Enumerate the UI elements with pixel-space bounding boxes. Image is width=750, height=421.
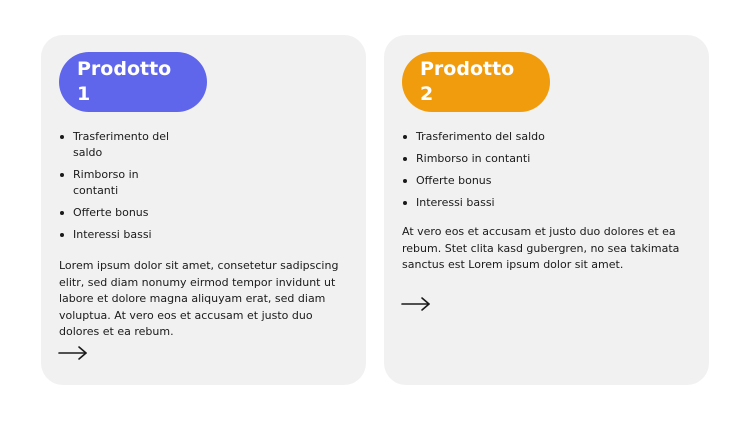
feature-item: Interessi bassi [402,195,682,211]
product-title-line2: 2 [420,83,434,105]
product-title-pill [402,52,550,112]
feature-item: Trasferimento del saldo [402,129,682,145]
product-title-line2: 1 [77,83,91,105]
arrow-right-icon[interactable] [58,345,88,361]
product-title-line1: Prodotto [77,58,172,80]
feature-list [59,129,179,249]
arrow-right-icon[interactable] [401,296,431,312]
product-title-line1: Prodotto [420,58,515,80]
product-description: At vero eos et accusam et justo duo dolores et ea rebum. Stet clita kasd gubergren, no sea takimata sanctus est Lorem ipsum dolor sit amet. [402,225,680,271]
feature-item: Trasferimento del saldo [59,129,179,161]
product-description: Lorem ipsum dolor sit amet, consetetur sadipscing elitr, sed diam nonumy eirmod tempor invidunt ut labore et dolore magna aliquyam erat, sed diam voluptua. At vero eos et accusam et justo duo dolores et ea rebum. [59,259,339,338]
product-card-1 [41,35,366,385]
feature-item: Rimborso in contanti [59,167,179,199]
feature-item: Offerte bonus [59,205,179,221]
feature-item: Rimborso in contanti [402,151,682,167]
product-title-pill [59,52,207,112]
product-card-2 [384,35,709,385]
feature-item: Interessi bassi [59,227,179,243]
feature-list [402,129,682,217]
feature-item: Offerte bonus [402,173,682,189]
